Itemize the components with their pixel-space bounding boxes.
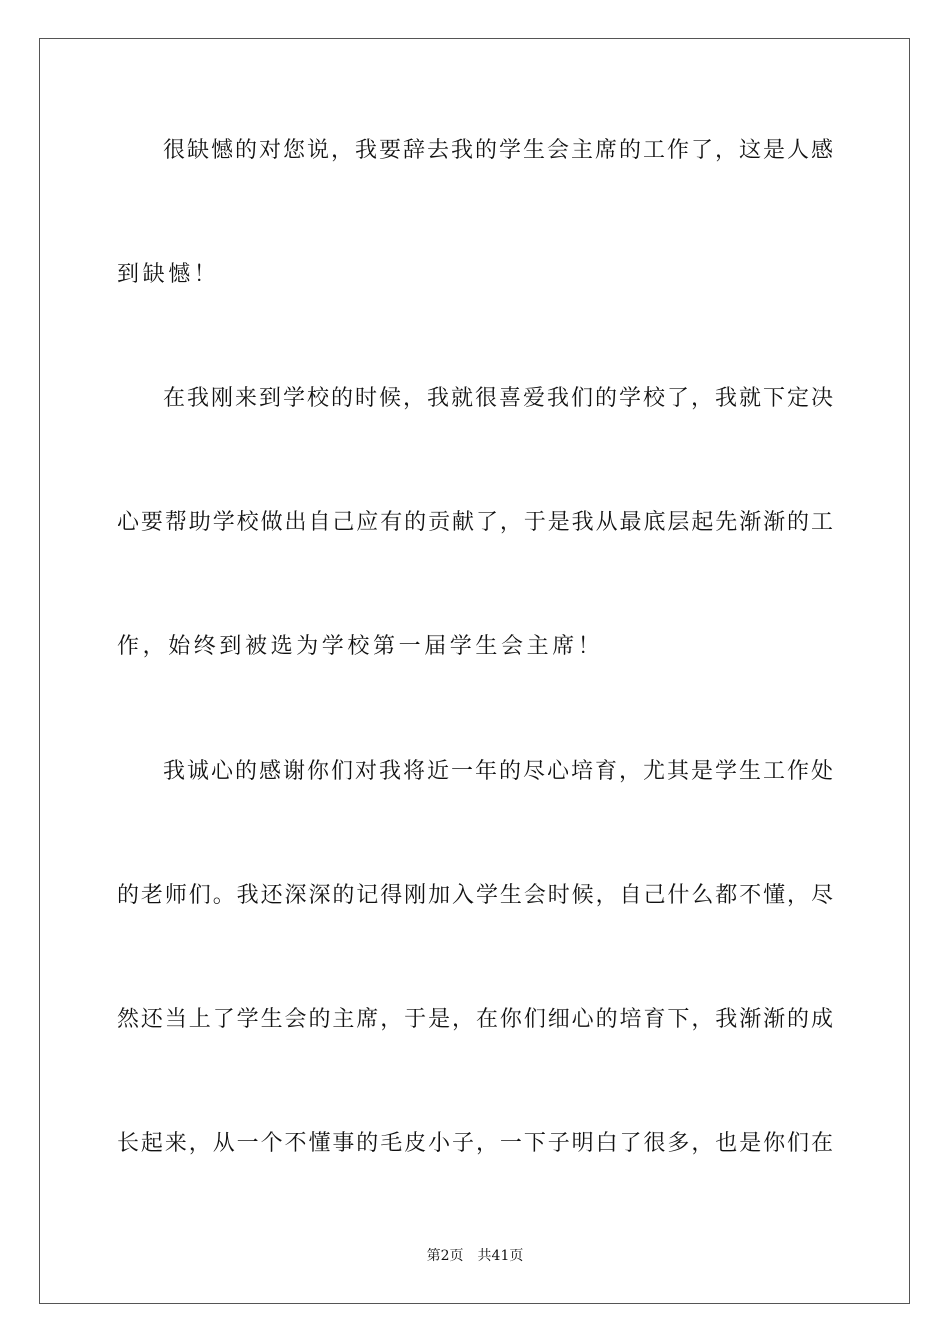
paragraph-line: 心要帮助学校做出自己应有的贡献了，于是我从最底层起先渐渐的工 — [117, 510, 833, 535]
paragraph-line: 到缺憾！ — [117, 262, 220, 287]
paragraph-line: 在我刚来到学校的时候，我就很喜爱我们的学校了，我就下定决 — [163, 386, 833, 411]
paragraph-line: 很缺憾的对您说，我要辞去我的学生会主席的工作了，这是人感 — [163, 138, 833, 163]
page-number: 第2页 — [426, 1248, 464, 1264]
paragraph-line: 的老师们。我还深深的记得刚加入学生会时候，自己什么都不懂，尽 — [117, 883, 833, 908]
page-total: 共41页 — [477, 1248, 524, 1264]
paragraph-line: 我诚心的感谢你们对我将近一年的尽心培育，尤其是学生工作处 — [163, 759, 833, 784]
page-frame — [39, 38, 910, 1304]
paragraph-line: 然还当上了学生会的主席，于是，在你们细心的培育下，我渐渐的成 — [117, 1007, 833, 1032]
paragraph-line: 作，始终到被选为学校第一届学生会主席！ — [117, 634, 604, 659]
paragraph-line: 长起来，从一个不懂事的毛皮小子，一下子明白了很多，也是你们在 — [117, 1131, 833, 1156]
page-footer — [0, 1247, 950, 1265]
